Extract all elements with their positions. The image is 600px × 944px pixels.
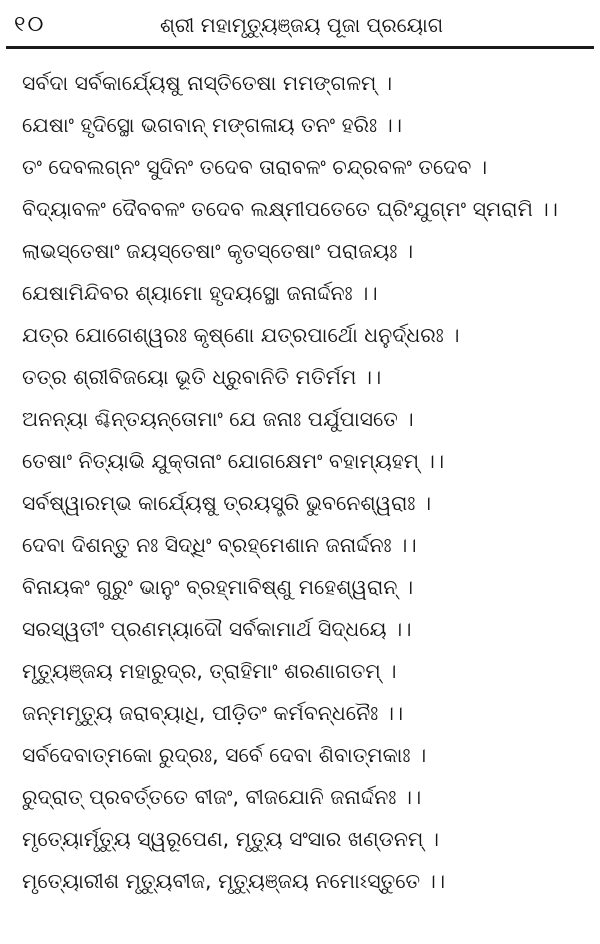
verse-line: ସର୍ବଦେବାତ୍ମକୋ ରୁଦ୍ରଃ, ସର୍ବେ ଦେବା ଶିବାତ୍ମକାଃ । bbox=[22, 743, 427, 767]
running-title: ଶ୍ରୀ ମହାମୃତ୍ୟୁଞ୍ଜୟ ପୂଜା ପ୍ରୟୋଗ bbox=[160, 13, 444, 37]
verse-line: ତତ୍ର ଶ୍ରୀବିଜୟୋ ଭୂତି ଧ୍ରୁବାନିତି ମତିର୍ମମ ।। bbox=[22, 365, 382, 389]
verse-line: ତେଷାଂ ନିତ୍ୟାଭି ଯୁକ୍ତାନାଂ ଯୋଗକ୍ଷେମଂ ବହାମ୍ୟହମ୍ ।। bbox=[22, 449, 445, 473]
page-header bbox=[0, 0, 600, 50]
verse-line: ଯେଷାଂ ହୃଦିସ୍ଥୋ ଭଗବାନ୍ ମଙ୍ଗଳାୟ ତନଂ ହରିଃ ।। bbox=[22, 113, 403, 137]
verse-line: ଯେଷାମିନ୍ଦିବର ଶ୍ୟାମୋ ହୃଦୟସ୍ଥୋ ଜନାର୍ଦ୍ଦନଃ ।। bbox=[22, 281, 378, 305]
verse-line: ମୃତ୍ୟୋର୍ମୃତ୍ୟୁ ସ୍ୱରୂପେଣ, ମୃତ୍ୟୁ ସଂସାର ଖଣ୍ଡନମ୍ । bbox=[22, 827, 440, 851]
verse-line: ମୃତ୍ୟୁଞ୍ଜୟ ମହାରୁଦ୍ର, ତ୍ରାହିମାଂ ଶରଣାଗତମ୍ । bbox=[22, 659, 397, 683]
verse-line: ତଂ ଦେବଲଗ୍ନଂ ସୁଦିନଂ ତଦେବ ତାରାବଳଂ ଚନ୍ଦ୍ରବଳଂ ତଦେବ । bbox=[22, 155, 488, 179]
verse-line: ଯତ୍ର ଯୋଗେଶ୍ୱରଃ କୃଷ୍ଣୋ ଯତ୍ରପାର୍ଥୋ ଧନୁର୍ଦ୍ଧରଃ । bbox=[22, 323, 460, 347]
verse-line: ଜନ୍ମମୃତ୍ୟୁ ଜରାବ୍ୟାଧି, ପୀଡ଼ିତଂ କର୍ମବନ୍ଧନୈଃ ।। bbox=[22, 701, 404, 725]
verse-line: ଦେବା ଦିଶନ୍ତୁ ନଃ ସିଦ୍ଧିଂ ବ୍ରହ୍ମେଶାନ ଜନାର୍ଦ୍ଦନଃ ।। bbox=[22, 533, 417, 557]
verse-line: ସରସ୍ୱତୀଂ ପ୍ରଣମ୍ୟାଦୌ ସର୍ବକାମାର୍ଥ ସିଦ୍ଧୟେ ।। bbox=[22, 617, 412, 641]
verse-line: ବିଦ୍ୟାବଳଂ ଦୈବବଳଂ ତଦେବ ଲକ୍ଷ୍ମୀପତେତେ ଘ୍ରିଂଯୁଗ୍ମଂ ସ୍ମରାମି ।। bbox=[22, 197, 558, 221]
verse-line: ରୁଦ୍ରାତ୍ ପ୍ରବର୍ତ୍ତତେ ବୀଜଂ, ବୀଜଯୋନି ଜନାର୍ଦ୍ଦନଃ ।। bbox=[22, 785, 422, 809]
verse-line: ଲାଭସ୍ତେଷାଂ ଜୟସ୍ତେଷାଂ କୃତସ୍ତେଷାଂ ପରାଜୟଃ । bbox=[22, 239, 414, 263]
verse-line: ବିନାୟକଂ ଗୁରୁଂ ଭାନୁଂ ବ୍ରହ୍ମାବିଷ୍ଣୁ ମହେଶ୍ୱରାନ୍ । bbox=[22, 575, 414, 599]
verse-line: ମୃତ୍ୟୋରୀଶ ମୃତ୍ୟୁବୀଜ, ମୃତ୍ୟୁଞ୍ଜୟ ନମୋଽସ୍ତୁତେ ।। bbox=[22, 869, 446, 893]
verse-line: ଅନନ୍ୟା ଶ୍ଚିନ୍ତୟନ୍ତୋମାଂ ଯେ ଜନାଃ ପର୍ଯୁପାସତେ । bbox=[22, 407, 414, 431]
header-rule bbox=[6, 46, 594, 49]
verse-line: ସର୍ବଷ୍ୱାରମ୍ଭ କାର୍ଯ୍ୟେଷୁ ତ୍ରୟସ୍ତ୍ରି ଭୁବନେଶ୍ୱରାଃ । bbox=[22, 491, 432, 515]
page-number: ୧୦ bbox=[14, 12, 46, 37]
verse-line: ସର୍ବଦା ସର୍ବକାର୍ଯ୍ୟେଷୁ ନାସ୍ତିତେଷା ମମଙ୍ଗଳମ୍ । bbox=[22, 71, 393, 95]
verse-list bbox=[22, 62, 592, 902]
